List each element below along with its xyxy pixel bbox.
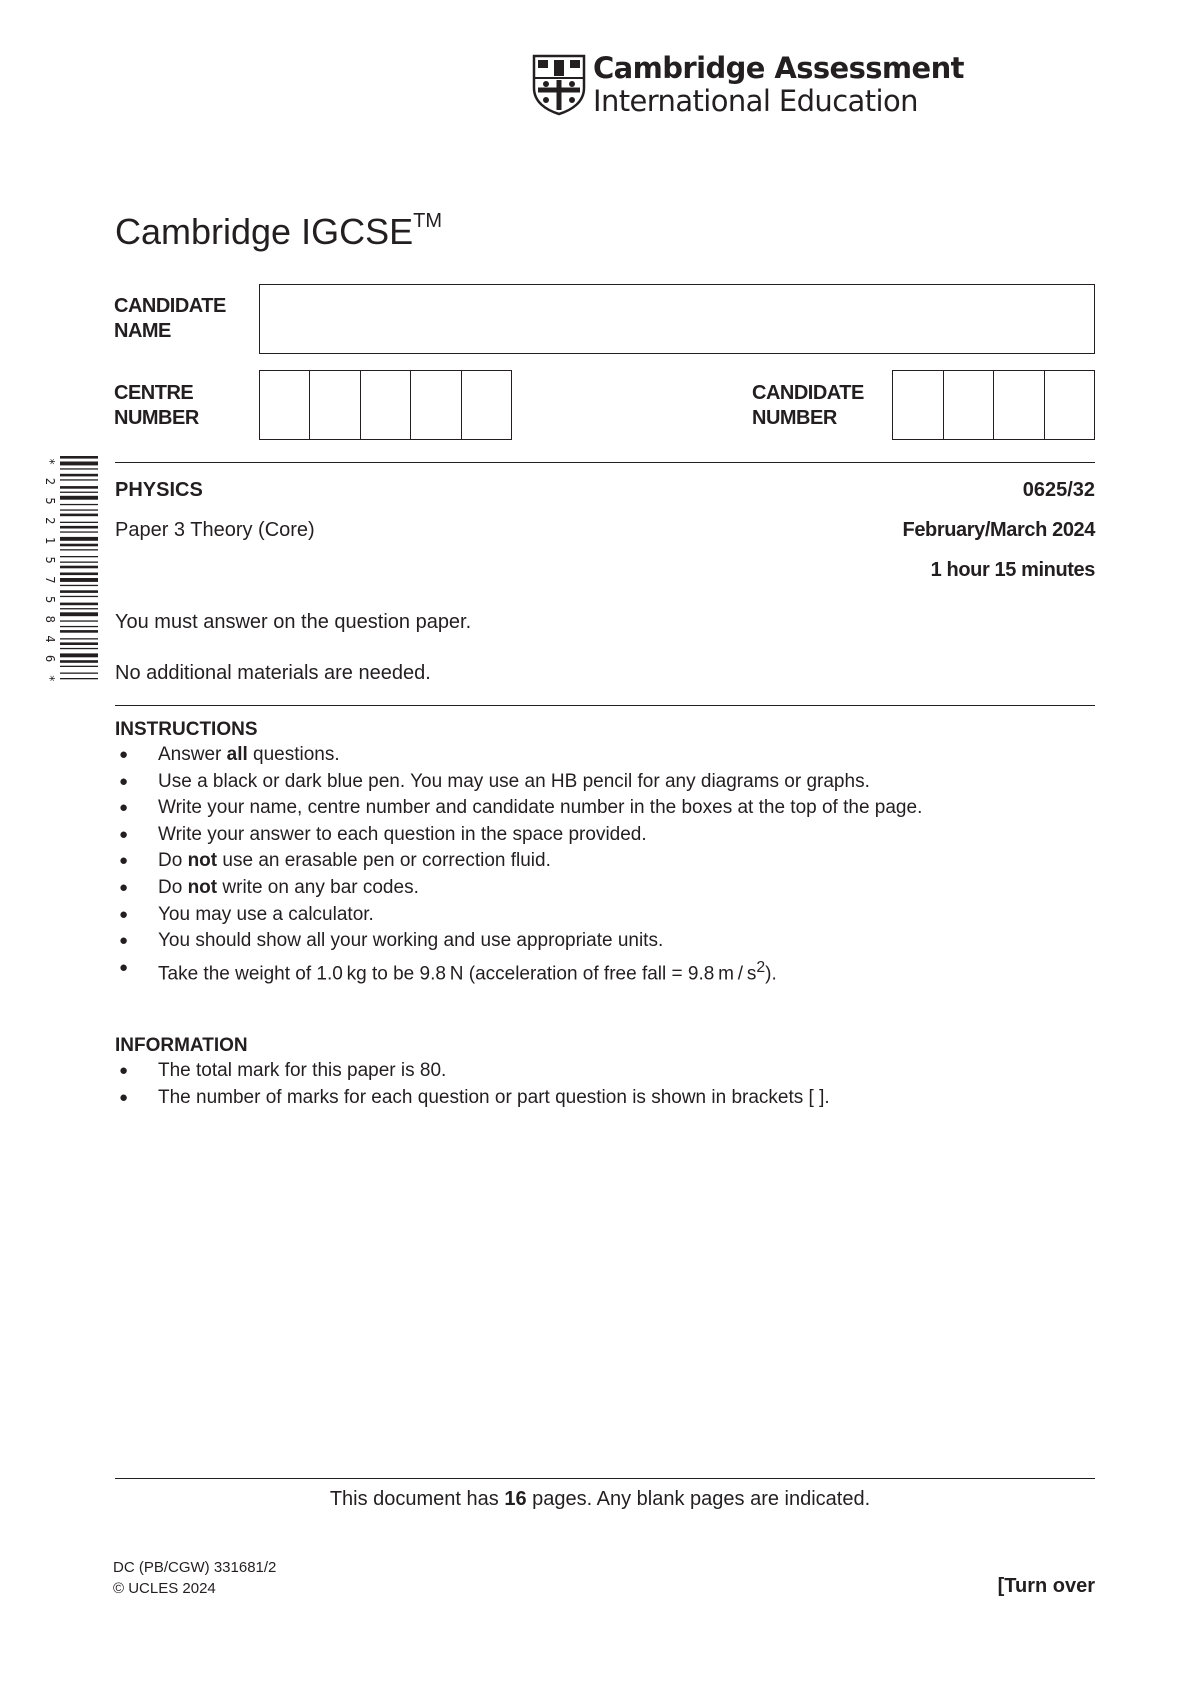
instruction-item <box>115 742 922 769</box>
bullet-icon: ● <box>119 799 129 817</box>
barcode-bar <box>60 556 98 557</box>
candidate-number-label <box>752 381 864 431</box>
information-text: The total mark for this paper is 80. <box>158 1060 447 1081</box>
digit-box[interactable] <box>411 371 461 439</box>
information-heading: INFORMATION <box>115 1035 248 1056</box>
page-count-pre: This document has <box>329 1488 505 1510</box>
qualification-name: Cambridge IGCSE <box>115 211 414 252</box>
instruction-text: Take the weight of 1.0 kg to be 9.8 N (acceleration of free fall = 9.8 m / s <box>158 963 757 985</box>
digit-box[interactable] <box>310 371 360 439</box>
barcode-bar <box>60 642 98 645</box>
digit-box[interactable] <box>260 371 310 439</box>
barcode-bar <box>60 648 98 649</box>
digit-box[interactable] <box>462 371 511 439</box>
instruction-item <box>115 795 922 822</box>
answer-note: You must answer on the question paper. <box>115 611 472 633</box>
logo-wordmark <box>593 52 964 118</box>
barcode-bar <box>60 666 98 667</box>
barcode-bar <box>60 566 98 569</box>
candidate-name-box[interactable] <box>259 284 1095 354</box>
instruction-text: Answer <box>158 744 227 765</box>
bullet-icon: ● <box>119 772 129 790</box>
barcode-digits: *2521575846* <box>43 458 57 682</box>
barcode-bar <box>60 468 98 469</box>
instruction-text: use an erasable pen or correction fluid. <box>217 850 551 872</box>
barcode-bar <box>60 660 98 663</box>
barcode-bar <box>60 479 98 480</box>
barcode-bar <box>60 590 98 593</box>
instruction-text: not <box>187 850 218 872</box>
barcode-bar <box>60 496 98 500</box>
instruction-text: 2 <box>756 958 766 976</box>
information-list <box>115 1058 830 1111</box>
instruction-text: You should show all your working and use appropriate units. <box>158 930 664 952</box>
barcode-bar <box>60 653 98 657</box>
instruction-text: ). <box>765 963 777 985</box>
label-line: CANDIDATE <box>752 382 864 404</box>
label-line: NAME <box>114 320 171 342</box>
logo-line-1: Cambridge Assessment <box>593 51 964 85</box>
label-line: NUMBER <box>114 407 199 429</box>
paper-code: 0625/32 <box>1022 479 1095 501</box>
qualification-title <box>115 205 442 252</box>
barcode-bar <box>60 596 98 597</box>
barcode-bar <box>60 492 98 493</box>
barcode-bar <box>60 678 98 679</box>
divider <box>115 705 1095 706</box>
page-count-note <box>0 1487 1200 1511</box>
subject: PHYSICS <box>115 479 203 501</box>
barcode-bar <box>60 526 98 529</box>
digit-box[interactable] <box>361 371 411 439</box>
university-crest-icon <box>532 54 586 116</box>
barcode-bar <box>60 578 98 582</box>
bullet-icon: ● <box>119 958 129 976</box>
digit-box[interactable] <box>994 371 1045 439</box>
barcode-bar <box>60 531 98 532</box>
barcode-bar <box>60 673 98 674</box>
reference-code: DC (PB/CGW) 331681/2 <box>113 1559 277 1576</box>
bullet-icon: ● <box>119 878 129 896</box>
instruction-text: not <box>187 876 218 898</box>
barcode-bar <box>60 549 98 550</box>
instruction-text: Write your name, centre number and candidate number in the boxes at the top of the page. <box>158 797 923 819</box>
barcode-bar <box>60 630 98 633</box>
instruction-text: You may use a calculator. <box>158 903 374 925</box>
copyright: © UCLES 2024 <box>113 1580 216 1597</box>
barcode-bar <box>60 585 98 586</box>
instruction-item <box>115 928 922 955</box>
instruction-item <box>115 848 922 875</box>
information-item <box>115 1085 830 1112</box>
barcode-bar <box>60 522 98 523</box>
bullet-icon: ● <box>119 905 129 923</box>
barcode-bar <box>60 486 98 489</box>
barcode-bar <box>60 462 98 466</box>
divider <box>115 462 1095 463</box>
instruction-item <box>115 955 922 988</box>
barcode-bar <box>60 626 98 627</box>
barcode-bar <box>60 504 98 505</box>
label-line: CANDIDATE <box>114 295 226 317</box>
digit-box[interactable] <box>893 371 944 439</box>
turn-over: [Turn over <box>997 1575 1095 1597</box>
instruction-item <box>115 769 922 796</box>
instructions-list <box>115 742 922 988</box>
barcode-bar <box>60 474 98 477</box>
instruction-item <box>115 822 922 849</box>
barcode-bar <box>60 537 98 541</box>
barcode-bar <box>60 603 98 606</box>
barcode-bar <box>60 509 98 510</box>
page-count-post: pages. Any blank pages are indicated. <box>526 1488 871 1510</box>
barcode-bar <box>60 612 98 616</box>
information-text: The number of marks for each question or part question is shown in brackets [ ]. <box>158 1086 830 1108</box>
instruction-item <box>115 902 922 929</box>
instruction-text: Use a black or dark blue pen. You may use an HB pencil for any diagrams or graphs. <box>158 770 870 792</box>
instruction-text: Do <box>158 850 188 872</box>
barcode-bar <box>60 562 98 563</box>
logo-line-2: International Education <box>593 84 918 118</box>
barcode-bar <box>60 573 98 576</box>
instruction-item <box>115 875 922 902</box>
barcode-bar <box>60 514 98 517</box>
candidate-number-boxes[interactable] <box>892 370 1095 440</box>
digit-box[interactable] <box>1045 371 1095 439</box>
barcode-bar <box>60 608 98 609</box>
bullet-icon: ● <box>119 1062 129 1079</box>
instructions-heading: INSTRUCTIONS <box>115 719 258 740</box>
label-line: CENTRE <box>114 382 194 404</box>
instruction-text: all <box>226 744 248 765</box>
barcode-bar <box>60 544 98 547</box>
session: February/March 2024 <box>902 519 1095 541</box>
barcode-icon <box>42 456 98 684</box>
trademark-symbol: TM <box>413 210 442 232</box>
centre-number-label <box>114 381 199 431</box>
materials-note: No additional materials are needed. <box>115 662 431 684</box>
duration: 1 hour 15 minutes <box>930 559 1095 581</box>
barcode-bar <box>60 638 98 639</box>
bullet-icon: ● <box>119 825 129 843</box>
instruction-text: write on any bar codes. <box>217 876 419 898</box>
bullet-icon: ● <box>119 746 129 763</box>
bullet-icon: ● <box>119 852 129 870</box>
paper-title: Paper 3 Theory (Core) <box>115 519 315 541</box>
divider <box>115 1478 1095 1479</box>
label-line: NUMBER <box>752 407 837 429</box>
bullet-icon: ● <box>119 932 129 950</box>
information-item <box>115 1058 830 1085</box>
digit-box[interactable] <box>944 371 995 439</box>
centre-number-boxes[interactable] <box>259 370 512 440</box>
barcode-bar <box>60 456 98 459</box>
barcode-bar <box>60 620 98 621</box>
bullet-icon: ● <box>119 1088 129 1106</box>
instruction-text: Write your answer to each question in the space provided. <box>158 823 647 845</box>
page-count: 16 <box>504 1488 527 1510</box>
instruction-text: Do <box>158 876 188 898</box>
candidate-name-label <box>114 294 226 344</box>
instruction-text: questions. <box>247 744 340 765</box>
